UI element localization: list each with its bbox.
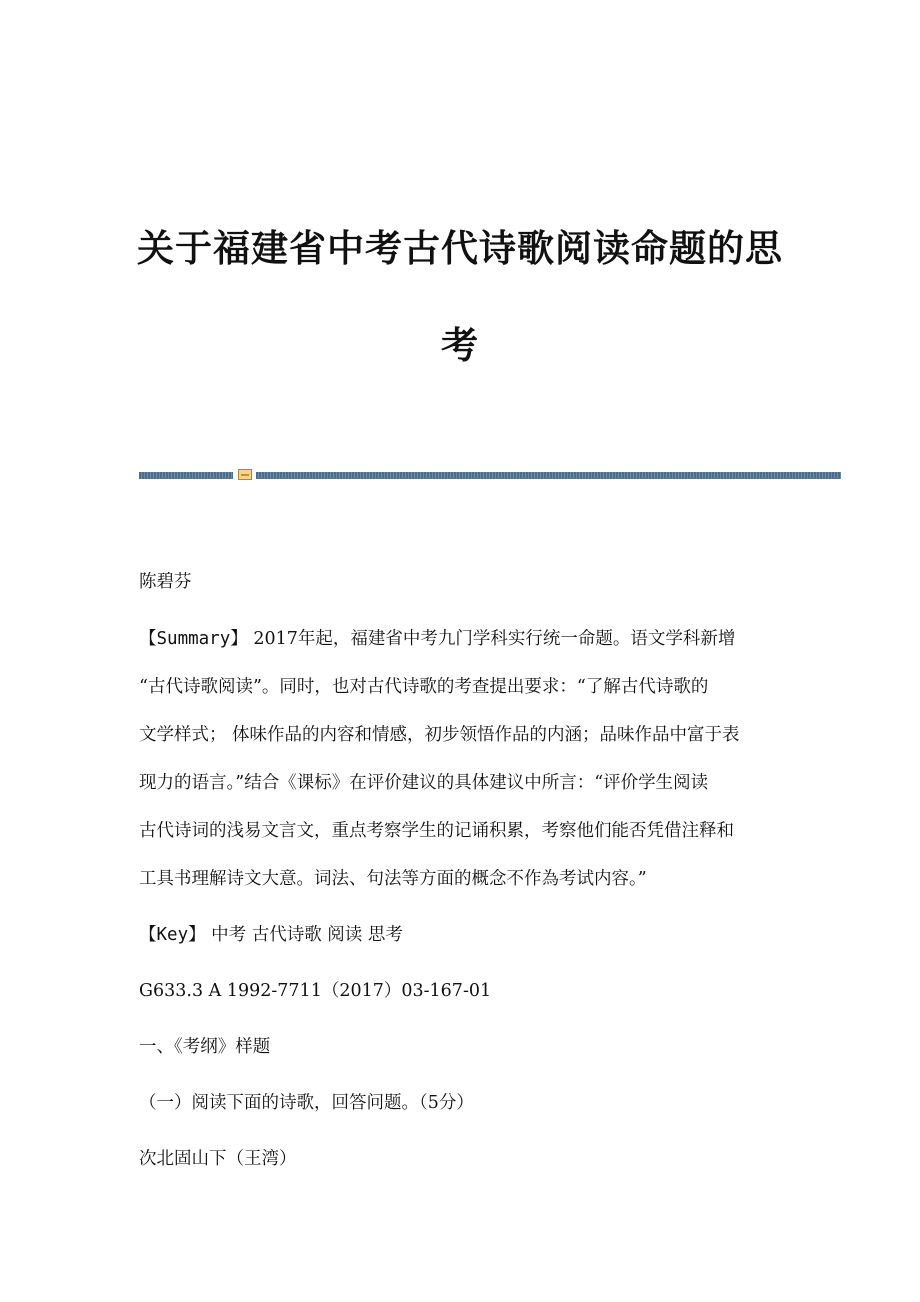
summary-label: 【Summary】 [139, 629, 248, 649]
keywords-line [139, 921, 403, 946]
summary-line-6: 工具书理解诗文大意。词法、句法等方面的概念不作為考试内容。” [139, 869, 647, 889]
document-title-line-2: 考 [441, 324, 479, 367]
title-divider [139, 469, 841, 480]
summary-line-4: 现力的语言。”结合《课标》在评价建议的具体建议中所言：“评价学生阅读 [139, 773, 709, 793]
poem-title: 次北固山下（王湾） [139, 1149, 297, 1169]
summary-line-5: 古代诗词的浅易文言文，重点考察学生的记诵积累，考察他们能否凭借注释和 [139, 821, 734, 841]
keywords-text: 中考 古代诗歌 阅读 思考 [205, 925, 403, 945]
section-heading: 一、《考纲》样题 [139, 1037, 271, 1057]
keywords-label: 【Key】 [139, 925, 206, 945]
document-title-line-1: 关于福建省中考古代诗歌阅读命题的思 [137, 227, 783, 270]
divider-bar-left [139, 472, 233, 479]
author-name: 陈碧芬 [139, 572, 192, 592]
question-prompt: （一）阅读下面的诗歌，回答问题。（5分） [139, 1093, 474, 1113]
summary-line-2: “古代诗歌阅读”。同时，也对古代诗歌的考查提出要求：“了解古代诗歌的 [139, 677, 709, 697]
summary-line-3: 文学样式； 体味作品的内容和情感，初步领悟作品的内涵；品味作品中富于表 [139, 725, 740, 745]
divider-emblem-icon [238, 469, 252, 480]
summary-text-1: 2017年起，福建省中考九门学科实行统一命题。语文学科新增 [247, 629, 736, 649]
classification-code: G633.3 A 1992-7711（2017）03-167-01 [139, 981, 492, 1001]
divider-bar-right [256, 472, 841, 479]
summary-line-1 [139, 625, 735, 650]
